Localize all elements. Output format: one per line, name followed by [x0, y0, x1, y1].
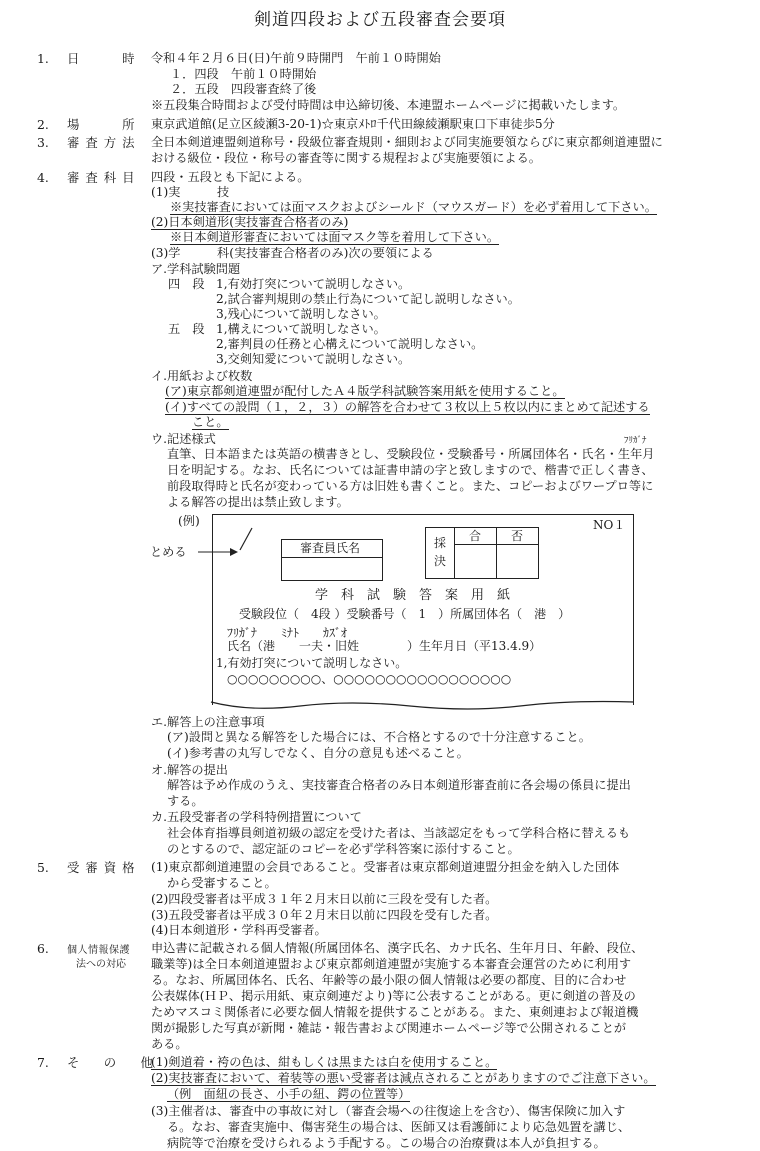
exemption-heading: カ.五段受審者の学科特例措置について	[151, 810, 362, 824]
example-label: (例)	[178, 514, 200, 528]
paper-rule-2	[165, 400, 650, 415]
godan-q3: 3,交剣知愛について説明しなさい。	[216, 352, 411, 366]
yondan-label: 四 段	[168, 277, 205, 291]
section-title: 受審資格	[67, 860, 141, 875]
sheet-question: 1,有効打突について説明しなさい。	[216, 656, 408, 670]
kata-note	[170, 230, 499, 245]
submission-heading: オ.解答の提出	[151, 763, 228, 777]
date-line: 令和４年２月６日(日)午前９時開門 午前１０時開始	[151, 51, 441, 65]
section-number: 7.	[37, 1055, 49, 1070]
eligibility-3: (3)五段受審者は平成３０年２月末日以前に四段を受有した者。	[151, 908, 498, 922]
saiketsu-label-2: 決	[434, 554, 447, 568]
schedule-5dan: ２．五段 四段審査終了後	[170, 82, 317, 96]
privacy-line-5: ためマスコミ関係者に必要な個人情報を提供することがある。また、東剣連および報道機	[151, 1005, 639, 1019]
section-7-heading	[37, 1055, 159, 1070]
sheet-row-dan: 受験段位（ 4段 ）受験番号（ 1 ）所属団体名（ 港 ）	[239, 607, 571, 621]
section-title: 審査方法	[67, 135, 141, 150]
section-6-heading	[37, 941, 151, 958]
other-3-cont-2: 病院等で治療を受けられるよう手配する。この場合の治療費は本人が負担する。	[167, 1136, 606, 1150]
other-2-text: (2)実技審査において、着装等の悪い受審者は減点されることがありますのでご注意下さい。	[151, 1071, 656, 1085]
yondan-q3: 3,残心について説明しなさい。	[216, 307, 386, 321]
eligibility-4: (4)日本剣道形・学科再受審者。	[151, 923, 327, 937]
section-number: 2.	[37, 117, 49, 132]
practical-note-text: ※実技審査においては面マスクおよびシールド（マウスガード）を必ず着用して下さい。	[170, 200, 657, 214]
paper-rule-1	[165, 384, 565, 399]
method-line-2: おける級位・段位・称号の審査等に関する規程および実施要領による。	[151, 151, 541, 165]
submission-line-2: する。	[167, 794, 204, 808]
sheet-wavy-edge	[210, 696, 636, 718]
godan-q2: 2,審判員の任務と心構えについて説明しなさい。	[216, 337, 484, 351]
other-1	[151, 1055, 497, 1070]
exemption-line-1: 社会体育指導員剣道初級の認定を受けた者は、当該認定をもって学科合格に替えるも	[167, 826, 631, 840]
godan-label: 五 段	[168, 322, 205, 336]
theory-questions-heading: ア.学科試験問題	[151, 262, 241, 276]
format-line-3: 前段取得時と氏名が変わっている方は旧姓も書くこと。また、コピーおよびワープロ等に	[167, 479, 654, 493]
theory-label: (3)学 科(実技審査合格者のみ)次の要領による	[151, 246, 434, 260]
document-title: 剣道四段および五段審査会要項	[254, 10, 506, 30]
schedule-note: ※五段集合時間および受付時間は申込締切後、本連盟ホームページに掲載いたします。	[151, 98, 626, 112]
eligibility-1-cont: から受審すること。	[167, 876, 277, 890]
format-heading: ウ.記述様式	[151, 432, 216, 446]
other-3-cont-1: る。なお、審査実施中、傷害発生の場合は、医師又は看護師により応急処置を講じ、	[167, 1120, 631, 1134]
paper-rule-1-text: (ア)東京都剣道連盟が配付したＡ４版学科試験答案用紙を使用すること。	[165, 384, 565, 398]
section-title: 審査科目	[67, 170, 141, 185]
paper-rule-2-text: (イ)すべての設問（１，２，３）の解答を合わせて３枚以上５枚以内にまとめて記述する	[165, 400, 650, 414]
notes-heading: エ.解答上の注意事項	[151, 715, 265, 729]
kata-label	[151, 215, 348, 230]
yondan-q1: 1,有効打突について説明しなさい。	[216, 277, 411, 291]
paper-rule-2-cont-text: こと。	[192, 415, 229, 429]
sheet-furigana-2: ﾐﾅﾄ	[281, 626, 300, 640]
privacy-line-3: る。なお、所属団体名、氏名、年齢等の最小限の個人情報は必要の都度、目的に合わせ	[151, 973, 627, 987]
format-line-4: よる解答の提出は禁止致します。	[167, 495, 349, 509]
godan-q1: 1,構えについて説明しなさい。	[216, 322, 386, 336]
privacy-line-6: 関が撮影した写真が新聞・雑誌・報告書および関連ホームページ等で公開されることが	[151, 1021, 627, 1035]
saiketsu-label-1: 採	[434, 536, 447, 550]
section-5-heading	[37, 860, 151, 875]
practical-label: (1)実 技	[151, 185, 230, 199]
notes-line-1: (ア)設問と異なる解答をした場合には、不合格とするので十分注意すること。	[167, 730, 591, 744]
section-title-line-1: 個人情報保護	[67, 945, 130, 956]
examiner-label: 審査員氏名	[300, 541, 361, 555]
schedule-4dan: １．四段 午前１０時開始	[170, 67, 317, 81]
result-box	[425, 527, 539, 579]
other-2-example	[167, 1087, 410, 1102]
exemption-line-2: のとするので、認定証のコピーを必ず学科答案に添付すること。	[167, 842, 520, 856]
answer-sheet-example	[212, 514, 634, 705]
section-title: 日 時	[67, 51, 141, 66]
section-number: 6.	[37, 941, 49, 956]
examiner-box	[281, 539, 383, 581]
furigana-note: ﾌﾘｶﾞﾅ	[624, 436, 647, 446]
other-3: (3)主催者は、審査中の事故に対し（審査会場への往復途上を含む）、傷害保険に加入す	[151, 1104, 626, 1118]
practical-note	[170, 200, 657, 215]
sheet-name-row: 氏名（港 一夫・旧姓 ）生年月日（平13.4.9）	[227, 639, 542, 653]
section-4-heading	[37, 170, 151, 185]
submission-line-1: 解答は予め作成のうえ、実技審査合格者のみ日本剣道形審査前に各会場の係員に提出	[167, 778, 631, 792]
privacy-line-1: 申込書に記載される個人情報(所属団体名、漢字氏名、カナ氏名、生年月日、年齢、段位、	[151, 941, 644, 955]
format-line-2: 日を明記する。なお、氏名については証書申請の字と致しますので、楷書で正しく書き、	[167, 463, 654, 477]
section-title: 場 所	[67, 117, 141, 132]
section-number: 1.	[37, 51, 49, 66]
notes-line-2: (イ)参考書の丸写しでなく、自分の意見も述べること。	[167, 746, 469, 760]
section-number: 3.	[37, 135, 49, 150]
other-2-example-text: （例 面紐の長さ、小手の紐、鍔の位置等）	[167, 1087, 411, 1101]
section-number: 4.	[37, 170, 49, 185]
section-title: そ の 他	[67, 1055, 159, 1070]
section-6-heading-2: 法への対応	[76, 959, 126, 970]
sheet-title: 学 科 試 験 答 案 用 紙	[315, 588, 511, 603]
format-line-1: 直筆、日本語または英語の横書きとし、受験段位・受験番号・所属団体名・氏名・生年月	[167, 447, 655, 461]
section-3-heading	[37, 135, 151, 150]
method-line-1: 全日本剣道連盟剣道称号・段級位審査規則・細則および同実施要領ならびに東京都剣道連盟に	[151, 135, 663, 149]
other-1-text: (1)剣道着・袴の色は、紺もしくは黒または白を使用すること。	[151, 1055, 498, 1069]
kata-label-text: (2)日本剣道形(実技審査合格者のみ)	[151, 215, 349, 229]
privacy-line-7: ある。	[151, 1037, 188, 1051]
other-2	[151, 1071, 656, 1086]
sheet-furigana-1: ﾌﾘｶﾞﾅ	[227, 626, 258, 640]
sheet-number: NO１	[593, 518, 626, 532]
yondan-q2: 2,試合審判規則の禁止行為について記し説明しなさい。	[216, 292, 520, 306]
paper-rule-2-cont	[192, 415, 229, 430]
eligibility-2: (2)四段受審者は平成３１年２月末日以前に三段を受有した者。	[151, 892, 498, 906]
paper-heading: イ.用紙および枚数	[151, 369, 253, 383]
privacy-line-4: 公表媒体(ＨＰ、掲示用紙、東京剣連だより)等に公表することがある。更に剣道の普及の	[151, 989, 636, 1003]
section-1-heading	[37, 51, 151, 66]
section-2-heading	[37, 117, 151, 132]
pass-label: 合	[469, 529, 482, 543]
venue-line: 東京武道館(足立区綾瀬3-20-1)☆東京ﾒﾄﾛ千代田線綾瀬駅東口下車徒歩5分	[151, 117, 555, 131]
kata-note-text: ※日本剣道形審査においては面マスク等を着用して下さい。	[170, 230, 500, 244]
subjects-intro: 四段・五段とも下記による。	[151, 170, 310, 184]
sheet-answer-circles: ○○○○○○○○○、○○○○○○○○○○○○○○○○○	[227, 672, 512, 686]
sheet-furigana-3: ｶｽﾞｵ	[323, 626, 348, 640]
section-number: 5.	[37, 860, 49, 875]
tomeru-label: とめる	[150, 545, 187, 559]
privacy-line-2: 職業等)は全日本剣道連盟および東京都剣道連盟が実施する本審査会運営のために利用す	[151, 957, 632, 971]
eligibility-1: (1)東京都剣道連盟の会員であること。受審者は東京都剣道連盟分担金を納入した団体	[151, 860, 620, 874]
fail-label: 否	[511, 529, 524, 543]
